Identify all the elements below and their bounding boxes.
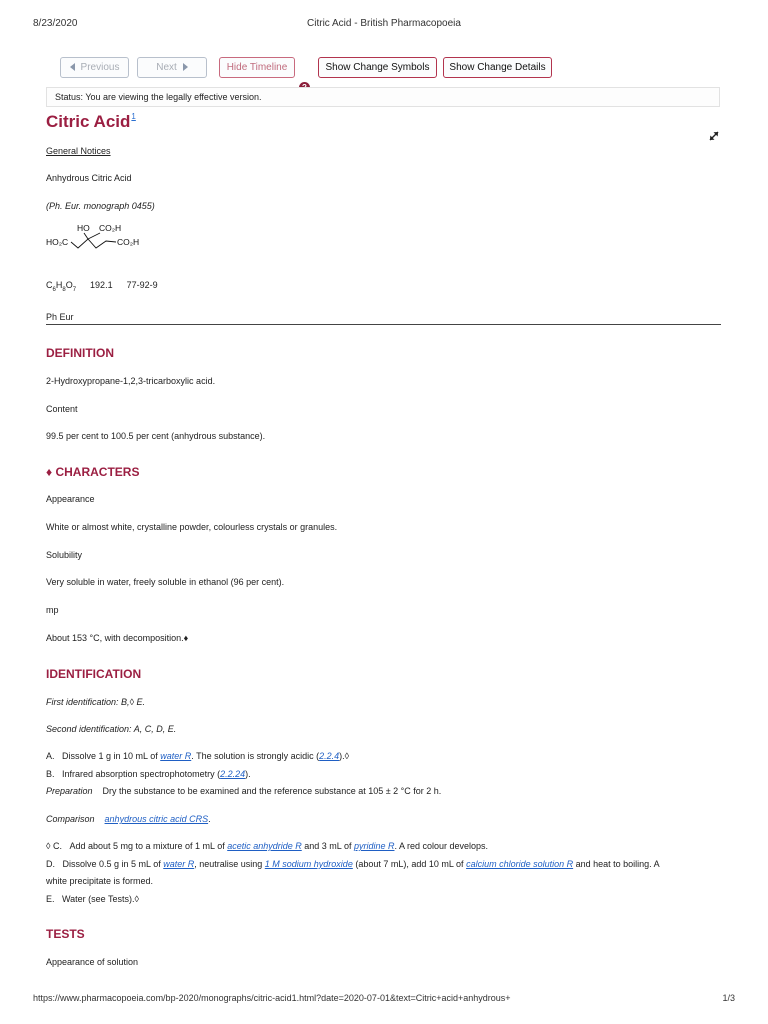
print-date: 8/23/2020 (33, 18, 78, 29)
structure-label-left: HO₂C (46, 237, 69, 247)
identification-a: A. Dissolve 1 g in 10 mL of water R. The solution is strongly acidic (2.2.4).◊ (46, 751, 350, 761)
appearance-label: Appearance (46, 494, 95, 504)
identification-b: B. Infrared absorption spectrophotometry (2.2.24). (46, 769, 251, 779)
page-title: Citric Acid$^1$ (46, 112, 136, 131)
mp-value: About 153 °C, with decomposition.♦ (46, 633, 189, 643)
monograph-subtitle: Anhydrous Citric Acid (46, 173, 132, 183)
structure-label-co2h-top: CO₂H (99, 223, 122, 233)
crs-link[interactable]: anhydrous citric acid CRS (104, 814, 209, 824)
structure-label-right: CO₂H (117, 237, 140, 247)
expand-icon[interactable] (707, 129, 721, 143)
section-divider (46, 324, 721, 325)
comparison-line: Comparison anhydrous citric acid CRS. (46, 814, 211, 824)
chevron-right-icon (183, 63, 188, 71)
preparation-line: Preparation Dry the substance to be examined and the reference substance at 105 ± 2 °C for 2 h. (46, 786, 442, 796)
characters-heading: ♦ CHARACTERS (46, 465, 140, 479)
structure-label-ho: HO (77, 223, 90, 233)
identification-d: D. Dissolve 0.5 g in 5 mL of water R, neutralise using 1 M sodium hydroxide (about 7 mL), add 10 mL of calcium chloride solution R and heat to boiling. A (46, 859, 660, 869)
status-bar: Status: You are viewing the legally effective version. (46, 87, 720, 107)
molecular-formula: $C_6H_8O_7$ 192.1 77-92-9 (46, 280, 158, 293)
title-footnote-link[interactable]: 1 (131, 112, 136, 121)
solubility-value: Very soluble in water, freely soluble in ethanol (96 per cent). (46, 577, 285, 587)
sodium-hydroxide-link[interactable]: 1 M sodium hydroxide (264, 859, 353, 869)
tests-heading: TESTS (46, 927, 85, 941)
page-number: 1/3 (722, 993, 735, 1003)
identification-heading: IDENTIFICATION (46, 667, 142, 681)
first-identification: First identification: B,◊ E. (46, 697, 145, 707)
method-2-2-4-link[interactable]: 2.2.4 (319, 751, 340, 761)
method-2-2-24-link[interactable]: 2.2.24 (220, 769, 246, 779)
water-r-link-2[interactable]: water R (163, 859, 195, 869)
ph-eur-label: Ph Eur (46, 312, 74, 322)
pyridine-link[interactable]: pyridine R (353, 841, 395, 851)
content-label: Content (46, 404, 78, 414)
print-header (33, 18, 735, 32)
identification-d-line2: white precipitate is formed. (46, 876, 154, 886)
monograph-reference: (Ph. Eur. monograph 0455) (46, 201, 155, 211)
print-footer (33, 993, 735, 1007)
water-r-link[interactable]: water R (160, 751, 192, 761)
identification-e: E. Water (see Tests).◊ (46, 894, 139, 904)
show-change-symbols-button[interactable]: Show Change Symbols (318, 57, 437, 78)
general-notices-link[interactable]: General Notices (46, 146, 111, 156)
appearance-value: White or almost white, crystalline powder, colourless crystals or granules. (46, 522, 338, 532)
cas-number: 77-92-9 (126, 280, 158, 290)
previous-button[interactable]: Previous (60, 57, 129, 78)
next-button[interactable]: Next (137, 57, 207, 78)
print-title: Citric Acid - British Pharmacopoeia (307, 18, 461, 29)
print-url: https://www.pharmacopoeia.com/bp-2020/monographs/citric-acid1.html?date=2020-07-01&text=Citric+acid+anhydrous+ (33, 993, 511, 1003)
acetic-anhydride-link[interactable]: acetic anhydride R (227, 841, 302, 851)
chevron-left-icon (70, 63, 75, 71)
definition-heading: DEFINITION (46, 346, 114, 360)
second-identification: Second identification: A, C, D, E. (46, 724, 177, 734)
identification-c: ◊ C. Add about 5 mg to a mixture of 1 mL of acetic anhydride R and 3 mL of pyridine R. A red colour develops. (46, 841, 489, 851)
definition-name: 2-Hydroxypropane-1,2,3-tricarboxylic acid. (46, 376, 216, 386)
appearance-of-solution: Appearance of solution (46, 957, 139, 967)
hide-timeline-button[interactable]: Hide Timeline (219, 57, 295, 78)
molecular-weight: 192.1 (90, 280, 113, 290)
calcium-chloride-link[interactable]: calcium chloride solution R (466, 859, 574, 869)
solubility-label: Solubility (46, 550, 83, 560)
show-change-details-button[interactable]: Show Change Details (443, 57, 552, 78)
mp-label: mp (46, 605, 59, 615)
content-value: 99.5 per cent to 100.5 per cent (anhydrous substance). (46, 431, 266, 441)
chemical-structure (46, 222, 156, 252)
